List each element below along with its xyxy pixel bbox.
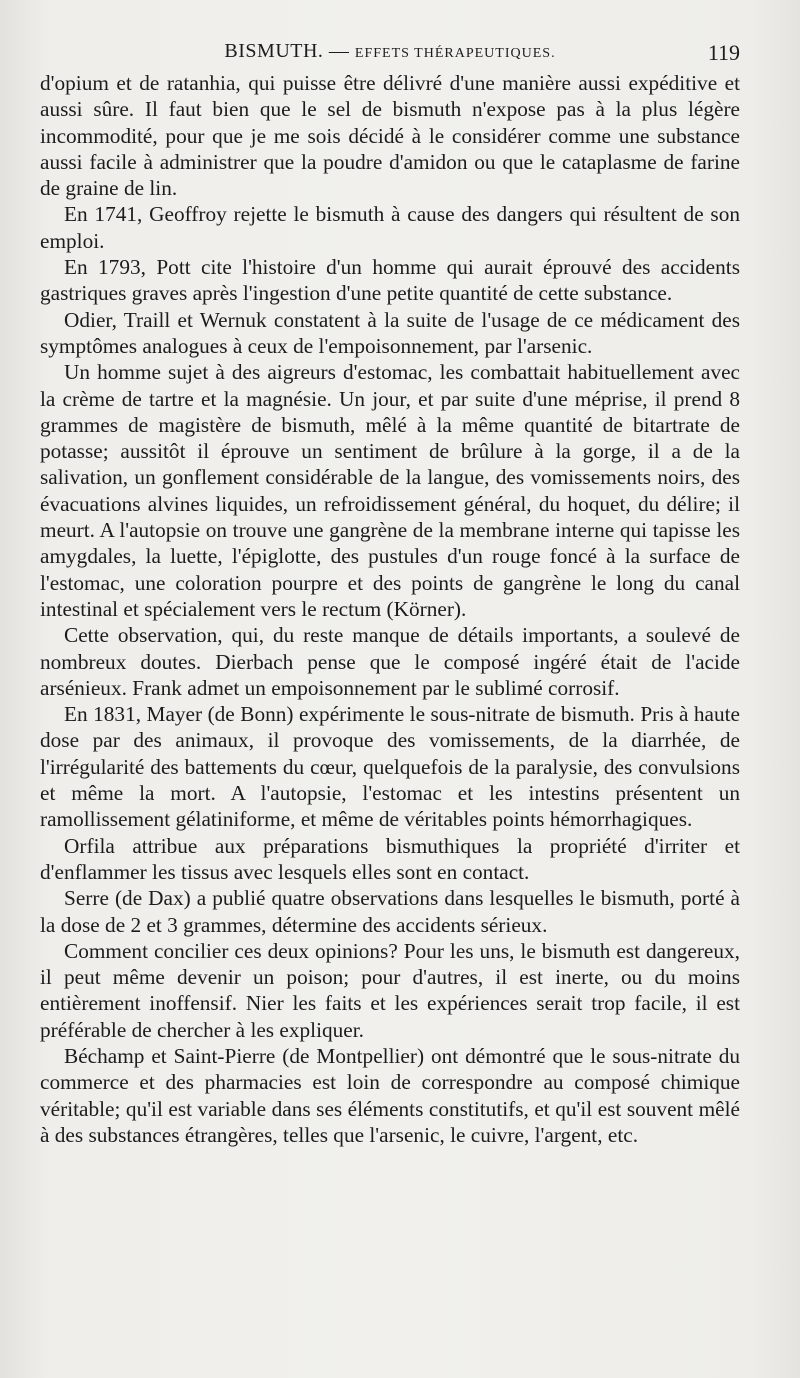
running-head — [40, 40, 740, 63]
body-text — [40, 70, 740, 1148]
paragraph-odier: Odier, Traill et Wernuk constatent à la suite de l'usage de ce médicament des symptômes analogues à ceux de l'empoisonnement, par l'arsenic. — [40, 307, 740, 358]
paragraph-bechamp: Béchamp et Saint-Pierre (de Montpellier) ont démontré que le sous-nitrate du commerce et des pharmacies est loin de correspondre au composé chimique véritable; qu'il est variable dans ses éléments constitutifs, et qu'il est souvent mêlé à des substances étrangères, telles que l'arsenic, le cuivre, l'argent, etc. — [40, 1043, 740, 1147]
paragraph-continuation: d'opium et de ratanhia, qui puisse être délivré d'une manière aussi expéditive et aussi sûre. Il faut bien que le sel de bismuth n'expose pas à la plus légère incommodité, pour que je me sois décidé à le considérer comme une substance aussi facile à administrer que la poudre d'amidon ou que le cataplasme de farine de graine de lin. — [40, 71, 740, 201]
running-head-title: BISMUTH. — [224, 40, 324, 62]
paragraph-geoffroy: En 1741, Geoffroy rejette le bismuth à cause des dangers qui résultent de son emploi. — [40, 202, 740, 253]
paragraph-case-report: Un homme sujet à des aigreurs d'estomac, les combattait habituellement avec la crème de tartre et la magnésie. Un jour, et par suite d'une méprise, il prend 8 grammes de magistère de bismuth, mêlé à la même quantité de bitartrate de potasse; aussitôt il éprouve un sentiment de brûlure à la gorge, il a de la salivation, un gonflement considérable de la langue, des vomissements noirs, des évacuations alvines liquides, un refroidissement général, du hoquet, du délire; il meurt. A l'autopsie on trouve une gangrène de la membrane interne qui tapisse les amygdales, la luette, l'épiglotte, des pustules d'un rouge foncé à la surface de l'estomac, une coloration pourpre et des points de gangrène le long du canal intestinal et spécialement vers le rectum (Körner). — [40, 360, 740, 621]
page-header — [40, 40, 740, 70]
paragraph-pott: En 1793, Pott cite l'histoire d'un homme qui aurait éprouvé des accidents gastriques graves après l'ingestion d'une petite quantité de cette substance. — [40, 255, 740, 306]
paragraph-mayer: En 1831, Mayer (de Bonn) expérimente le sous-nitrate de bismuth. Pris à haute dose par des animaux, il provoque des vomissements, de la diarrhée, de l'irrégularité des battements du cœur, quelquefois de la paralysie, des convulsions et même la mort. A l'autopsie, l'estomac et les intestins présentent un ramollissement gélatiniforme, et même de véritables points hémorrhagiques. — [40, 702, 740, 832]
paragraph-observation-doubts: Cette observation, qui, du reste manque de détails importants, a soulevé de nombreux doutes. Dierbach pense que le composé ingéré était de l'acide arsénieux. Frank admet un empoisonnement par le sublimé corrosif. — [40, 623, 740, 700]
running-head-subtitle: EFFETS THÉRAPEUTIQUES. — [354, 46, 556, 61]
page-number: 119 — [707, 40, 740, 65]
paragraph-orfila: Orfila attribue aux préparations bismuthiques la propriété d'irriter et d'enflammer les tissus avec lesquels elles sont en contact. — [40, 833, 740, 884]
running-head-dash: — — [328, 40, 350, 62]
paragraph-opinions: Comment concilier ces deux opinions? Pour les uns, le bismuth est dangereux, il peut même devenir un poison; pour d'autres, il est inerte, ou du moins entièrement inoffensif. Nier les faits et les expériences serait trop facile, il est préférable de chercher à les expliquer. — [40, 938, 740, 1042]
paragraph-serre: Serre (de Dax) a publié quatre observations dans lesquelles le bismuth, porté à la dose de 2 et 3 grammes, détermine des accidents sérieux. — [40, 886, 740, 937]
